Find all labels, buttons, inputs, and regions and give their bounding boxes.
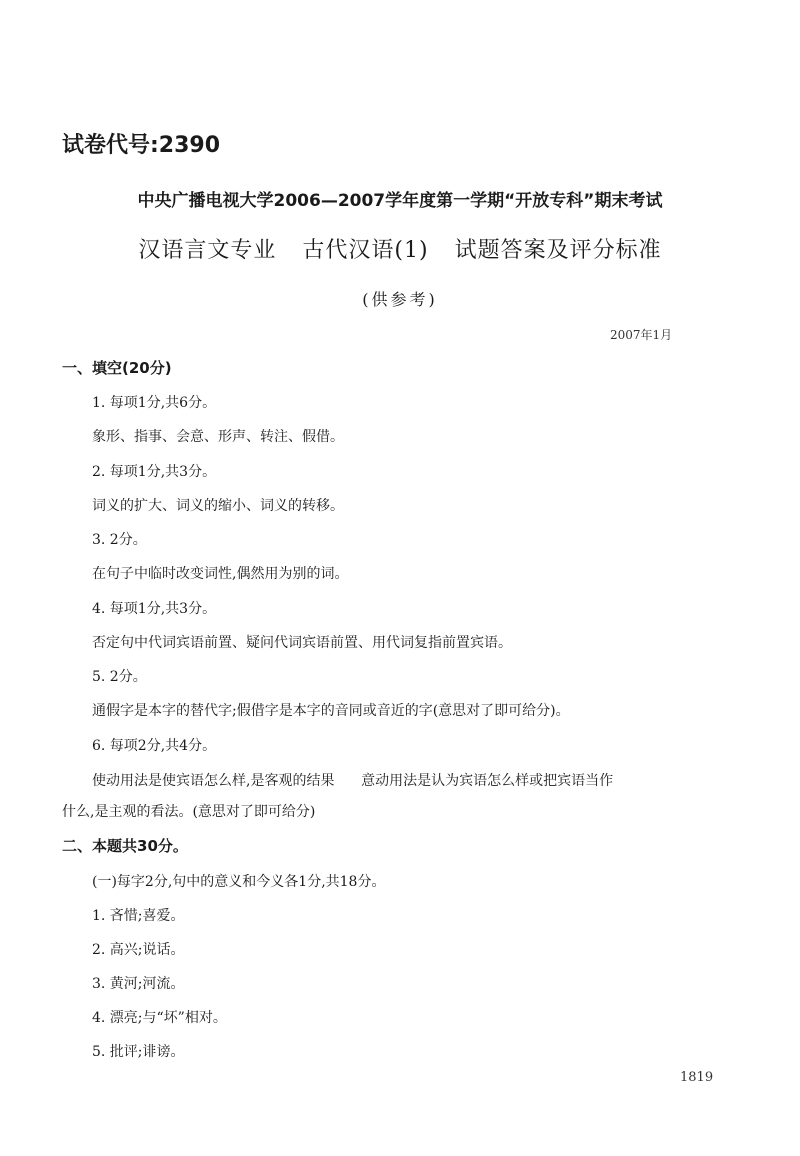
section-1-heading: 一、填空(20分) (62, 359, 172, 377)
exam-title: 中央广播电视大学2006—2007学年度第一学期“开放专科”期末考试 (137, 191, 663, 211)
exam-subtitle (0, 233, 800, 264)
scoring-rule: 2. 每项1分,共3分。 (92, 464, 217, 480)
exam-code: 试卷代号:2390 (62, 133, 221, 158)
answer-text: 通假字是本字的替代字;假借字是本字的音同或音近的字(意思对了即可给分)。 (92, 703, 570, 719)
scoring-rule: 3. 2分。 (92, 532, 147, 548)
answer-item: 1. 吝惜;喜爱。 (92, 908, 185, 924)
scoring-rule: 5. 2分。 (92, 669, 147, 685)
scoring-rule: (一)每字2分,句中的意义和今义各1分,共18分。 (92, 874, 386, 890)
page-number: 1819 (680, 1070, 714, 1085)
scoring-rule: 1. 每项1分,共6分。 (92, 395, 217, 411)
reference-note: (供参考) (362, 290, 438, 309)
answer-item: 5. 批评;诽谤。 (92, 1044, 185, 1060)
answer-item: 2. 高兴;说话。 (92, 942, 185, 958)
section-2-heading: 二、本题共30分。 (62, 837, 188, 855)
answer-item: 3. 黄河;河流。 (92, 976, 185, 992)
answer-item: 4. 漂亮;与“坏”相对。 (92, 1010, 227, 1026)
exam-date: 2007年1月 (610, 328, 673, 342)
answer-text: 词义的扩大、词义的缩小、词义的转移。 (92, 498, 344, 514)
scoring-rule: 4. 每项1分,共3分。 (92, 601, 217, 617)
scoring-rule: 6. 每项2分,共4分。 (92, 738, 217, 754)
course-name: 古代汉语(1) (302, 238, 429, 263)
answer-text-continued: 什么,是主观的看法。(意思对了即可给分) (62, 804, 316, 820)
major-name: 汉语言文专业 (138, 238, 277, 263)
answer-text: 否定句中代词宾语前置、疑问代词宾语前置、用代词复指前置宾语。 (92, 635, 512, 651)
answer-text: 在句子中临时改变词性,偶然用为别的词。 (92, 566, 349, 582)
document-type: 试题答案及评分标准 (454, 238, 662, 263)
answer-text: 象形、指事、会意、形声、转注、假借。 (92, 429, 344, 445)
answer-text: 使动用法是使宾语怎么样,是客观的结果 意动用法是认为宾语怎么样或把宾语当作 (92, 773, 614, 789)
